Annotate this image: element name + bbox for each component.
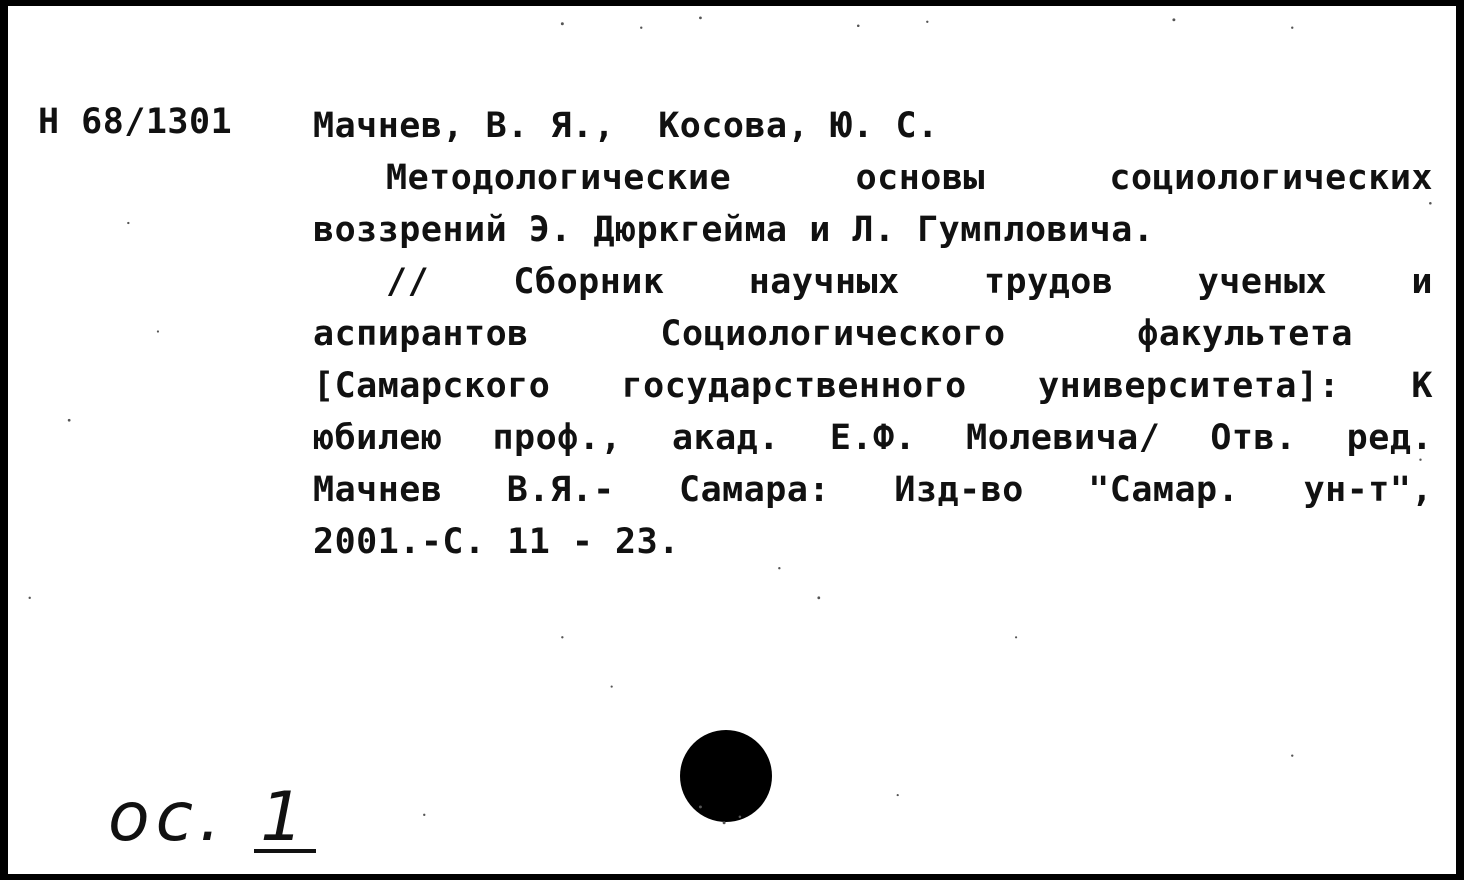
source-word: К (1411, 366, 1433, 406)
source-line (313, 308, 1353, 360)
author-word: Косова, (658, 106, 810, 146)
source-word: Мачнев (313, 470, 443, 510)
source-word: Отв. (1210, 418, 1297, 458)
title-line (313, 204, 1154, 256)
title-word: и (809, 210, 831, 250)
punch-hole (680, 730, 772, 822)
source-word: и (1411, 262, 1433, 302)
title-line (386, 152, 1433, 204)
source-word: Сборник (513, 262, 665, 302)
source-word: государственного (621, 366, 967, 406)
handwritten-number: 1 (254, 787, 315, 853)
author-word: Я., (550, 106, 616, 146)
source-word: 2001.-С. (313, 522, 486, 562)
source-word: Социологического (660, 314, 1006, 354)
source-word: "Самар. (1088, 470, 1240, 510)
source-word: аспирантов (313, 314, 529, 354)
source-line (313, 516, 680, 568)
source-word: юбилею (313, 418, 443, 458)
source-word: Изд-во (894, 470, 1024, 510)
source-line (386, 256, 1433, 308)
title-word: Дюркгейма (593, 210, 788, 250)
title-word: Гумпловича. (917, 210, 1155, 250)
author-word: С. (895, 106, 939, 146)
source-word: ун-т", (1303, 470, 1433, 510)
author-word: Мачнев, (313, 106, 465, 146)
author-word: Ю. (830, 106, 874, 146)
source-word: ред. (1346, 418, 1433, 458)
title-word: воззрений (313, 210, 508, 250)
handwritten-shelf-note (108, 778, 316, 857)
source-word: // (386, 262, 430, 302)
source-word: университета]: (1038, 366, 1341, 406)
title-word: основы (855, 158, 985, 198)
source-word: 11 (507, 522, 551, 562)
source-word: Е.Ф. (829, 418, 917, 458)
handwritten-prefix: ос. (108, 778, 227, 857)
source-word: - (571, 522, 594, 562)
title-word: Л. (852, 210, 896, 250)
source-word: факультета (1137, 314, 1353, 354)
source-line (313, 360, 1433, 412)
title-word: социологических (1109, 158, 1433, 198)
author-word: В. (485, 106, 529, 146)
title-word: Методологические (386, 158, 732, 198)
authors-line (313, 100, 939, 152)
source-word: научных (748, 262, 900, 302)
source-line (313, 412, 1433, 464)
source-word: проф., (492, 418, 622, 458)
source-word: Молевича/ (966, 418, 1161, 458)
source-word: ученых (1197, 262, 1328, 302)
source-word: акад. (671, 418, 780, 458)
source-word: 23. (615, 522, 680, 562)
shelf-mark: Н 68/1301 (38, 102, 233, 142)
source-word: трудов (983, 262, 1114, 302)
source-word: Самара: (679, 470, 831, 510)
source-word: [Самарского (313, 366, 551, 406)
title-word: Э. (528, 210, 572, 250)
source-word: В.Я.- (506, 470, 615, 510)
source-line (313, 464, 1433, 516)
